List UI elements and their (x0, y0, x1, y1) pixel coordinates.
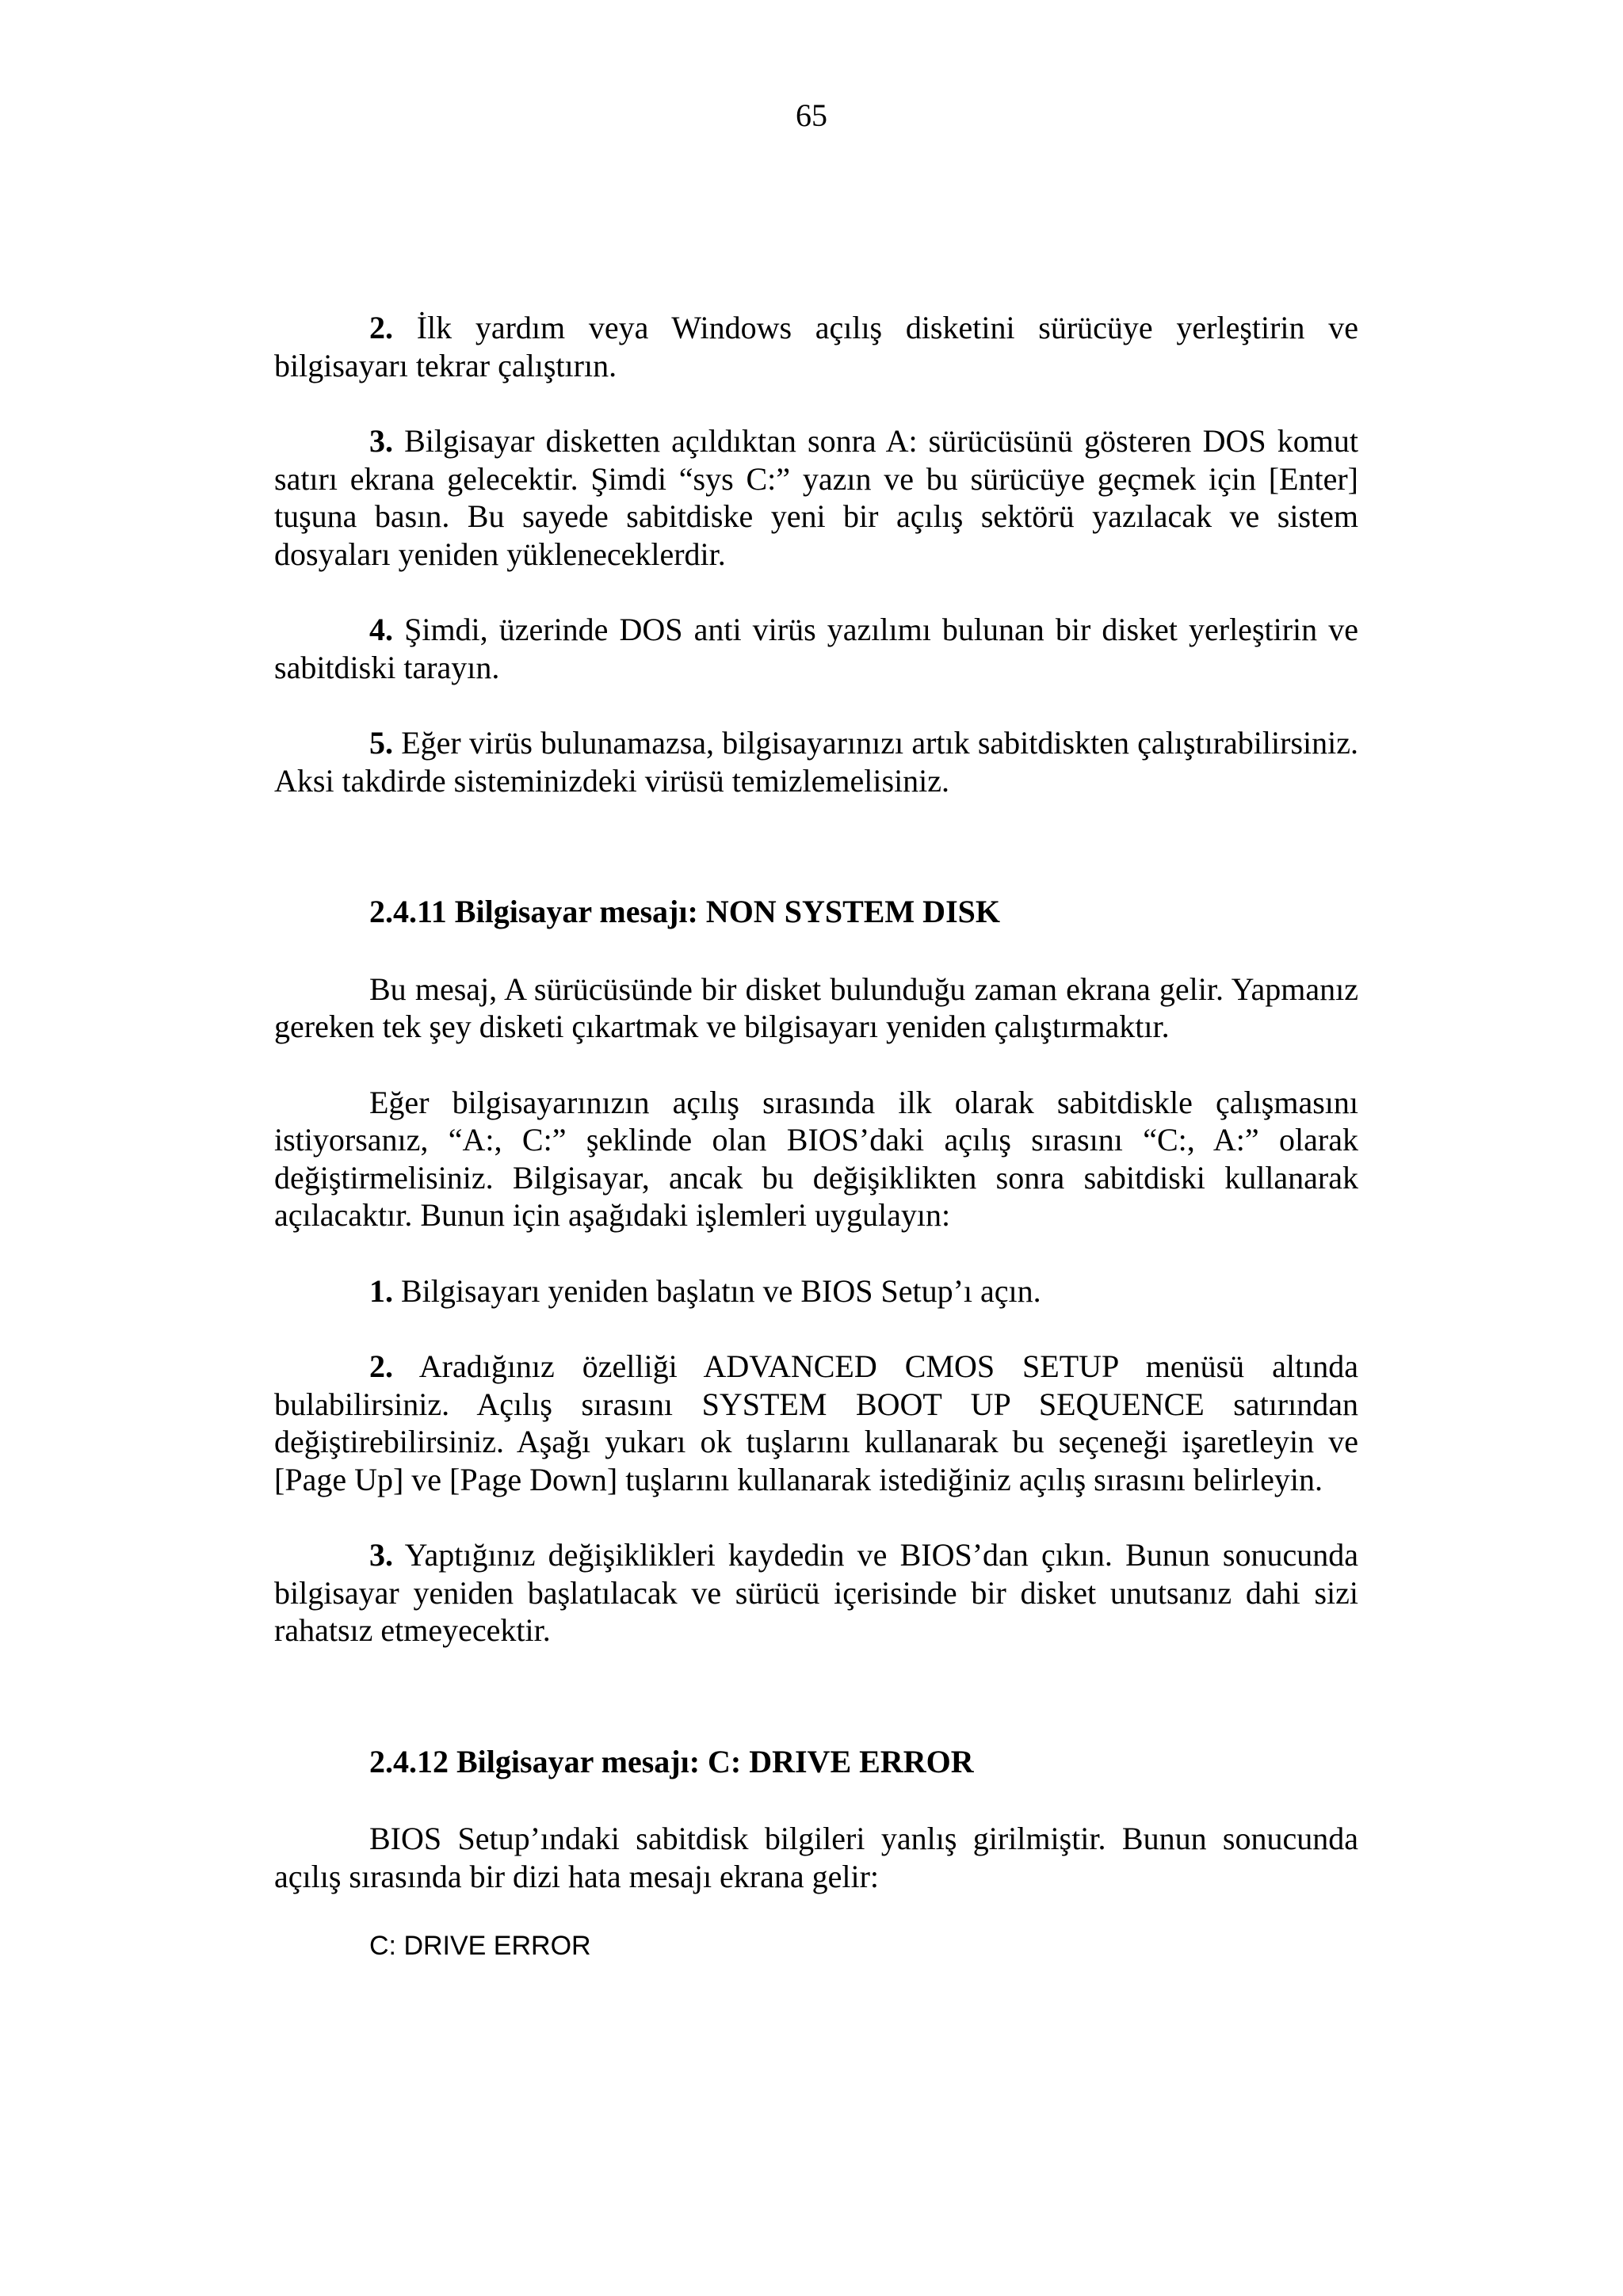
step-paragraph (274, 724, 1358, 799)
step-number: 2. (369, 1348, 393, 1384)
body-paragraph: Eğer bilgisayarınızın açılış sırasında ilk olarak sabitdiskle çalışmasını istiyorsanız, “A:, C:” şeklinde olan BIOS’daki açılış sırasını “C:, A:” olarak değiştirmelisiniz. Bilgisayar, ancak bu değişiklikten sonra sabitdiski kullanarak açılacaktır. Bunun için aşağıdaki işlemleri uygulayın: (274, 1084, 1358, 1233)
step-paragraph (274, 1536, 1358, 1650)
step-text: Bilgisayarı yeniden başlatın ve BIOS Setup’ı açın. (393, 1272, 1041, 1309)
step-text: Bilgisayar disketten açıldıktan sonra A: sürücüsünü gösteren DOS komut satırı ekrana gelecektir. Şimdi “sys C:” yazın ve bu sürücüye geçmek için [Enter] tuşuna basın. Bu sayede sabitdiske yeni bir açılış sektörü yazılacak ve sistem dosyaları yeniden yükleneceklerdir. (274, 423, 1358, 572)
step-paragraph (274, 1348, 1358, 1498)
section-heading-2412: 2.4.12 Bilgisayar mesajı: C: DRIVE ERROR (369, 1743, 974, 1779)
step-paragraph (274, 611, 1358, 686)
page-number: 65 (796, 97, 827, 133)
body-paragraph: Bu mesaj, A sürücüsünde bir disket bulunduğu zaman ekrana gelir. Yapmanız gereken tek şey disketi çıkartmak ve bilgisayarı yeniden çalıştırmaktır. (274, 971, 1358, 1044)
step-paragraph (274, 422, 1358, 573)
body-paragraph: BIOS Setup’ındaki sabitdisk bilgileri yanlış girilmiştir. Bunun sonucunda açılış sırasında bir dizi hata mesajı ekrana gelir: (274, 1821, 1358, 1894)
section-heading-2411: 2.4.11 Bilgisayar mesajı: NON SYSTEM DISK (369, 894, 1000, 929)
step-text: İlk yardım veya Windows açılış disketini sürücüye yerleştirin ve bilgisayarı tekrar çalıştırın. (274, 310, 1358, 383)
step-text: Yaptığınız değişiklikleri kaydedin ve BIOS’dan çıkın. Bunun sonucunda bilgisayar yeniden başlatılacak ve sürücü içerisinde bir disket unutsanız dahi sizi rahatsız etmeyecektir. (274, 1537, 1358, 1648)
step-number: 5. (369, 725, 393, 761)
step-paragraph (274, 309, 1358, 384)
step-text: Aradığınız özelliği ADVANCED CMOS SETUP menüsü altında bulabilirsiniz. Açılış sırasını SYSTEM BOOT UP SEQUENCE satırından değiştirebilirsiniz. Aşağı yukarı ok tuşlarını kullanarak bu seçeneği işaretleyin ve [Page Up] ve [Page Down] tuşlarını kullanarak istediğiniz açılış sırasını belirleyin. (274, 1348, 1358, 1497)
step-number: 3. (369, 1537, 393, 1573)
step-number: 2. (369, 310, 393, 345)
step-text: Eğer virüs bulunamazsa, bilgisayarınızı artık sabitdiskten çalıştırabilirsiniz. Aksi takdirde sisteminizdeki virüsü temizlemelisiniz. (274, 725, 1358, 799)
step-text: Şimdi, üzerinde DOS anti virüs yazılımı bulunan bir disket yerleştirin ve sabitdiski tarayın. (274, 612, 1358, 685)
step-paragraph (274, 1272, 1358, 1310)
document-body (274, 309, 1358, 1963)
step-number: 4. (369, 612, 393, 647)
error-message-line: C: DRIVE ERROR (369, 1931, 591, 1961)
step-number: 1. (369, 1272, 393, 1309)
step-number: 3. (369, 423, 393, 459)
